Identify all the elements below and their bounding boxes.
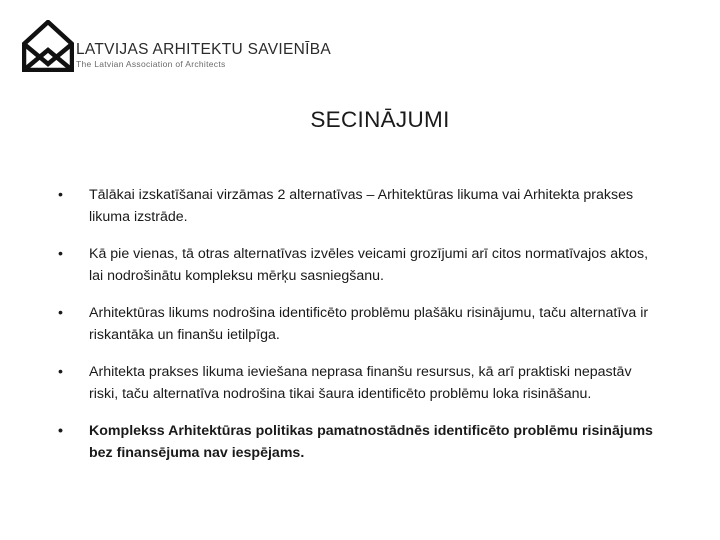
logo-mark-icon — [22, 20, 74, 72]
list-item-text: Tālākai izskatīšanai virzāmas 2 alternatīvas – Arhitektūras likuma vai Arhitekta prakses likuma izstrāde. — [89, 187, 634, 225]
logo-text — [76, 41, 331, 69]
bullet-icon: • — [58, 364, 63, 380]
list-item-text: Arhitekta prakses likuma ieviešana neprasa finanšu resursus, kā arī praktiski nepastāv riski, taču alternatīva nodrošina tikai šaura identificēto problēmu loka risināšanu. — [89, 364, 632, 402]
list-item-text: Komplekss Arhitektūras politikas pamatnostādnēs identificēto problēmu risinājums bez finansējuma nav iespējams. — [89, 423, 653, 461]
org-logo — [22, 20, 331, 72]
list-item-emphasis — [58, 421, 658, 464]
list-item — [58, 362, 658, 405]
conclusions-list — [58, 185, 658, 480]
list-item-text: Arhitektūras likums nodrošina identificēto problēmu plašāku risinājumu, taču alternatīva ir riskantāka un finanšu ietilpīga. — [89, 305, 649, 343]
list-item — [58, 185, 658, 228]
org-name-en: The Latvian Association of Architects — [76, 59, 226, 69]
bullet-icon: • — [58, 423, 63, 439]
bullet-icon: • — [58, 305, 63, 321]
list-item — [58, 303, 658, 346]
bullet-icon: • — [58, 246, 63, 262]
list-item — [58, 244, 658, 287]
slide-title: SECINĀJUMI — [310, 107, 450, 132]
org-name: LATVIJAS ARHITEKTU SAVIENĪBA — [76, 41, 332, 58]
bullet-icon: • — [58, 187, 63, 203]
list-item-text: Kā pie vienas, tā otras alternatīvas izvēles veicami grozījumi arī citos normatīvajos aktos, lai nodrošinātu kompleksu mērķu sasniegšanu. — [89, 246, 649, 284]
